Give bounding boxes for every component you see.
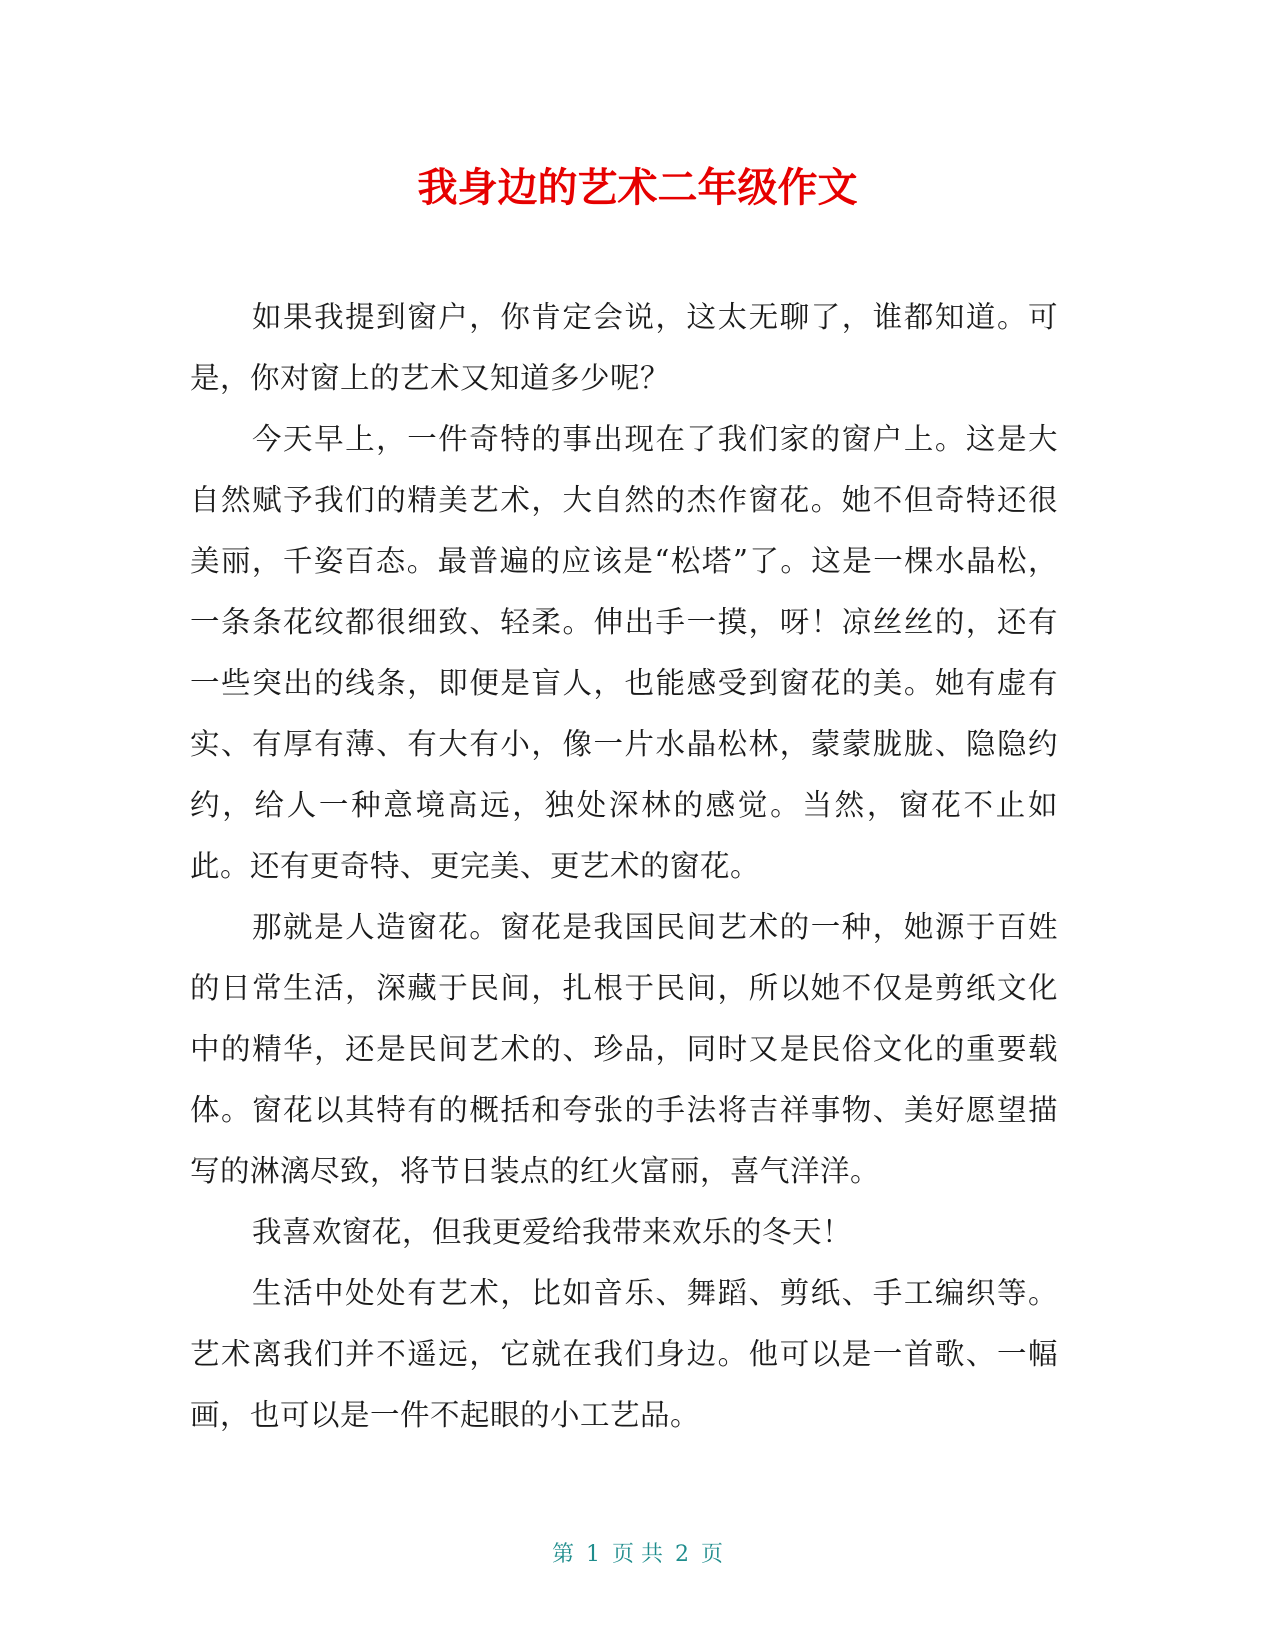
page-footer: [0, 1540, 1275, 1570]
paragraph-3: 那就是人造窗花。窗花是我国民间艺术的一种，她源于百姓的日常生活，深藏于民间，扎根于民间，所以她不仅是剪纸文化中的精华，还是民间艺术的、珍品，同时又是民俗文化的重要载体。窗花以其特有的概括和夸张的手法将吉祥事物、美好愿望描写的淋漓尽致，将节日装点的红火富丽，喜气洋洋。: [190, 910, 1058, 1188]
paragraph-2: 今天早上，一件奇特的事出现在了我们家的窗户上。这是大自然赋予我们的精美艺术，大自然的杰作窗花。她不但奇特还很美丽，千姿百态。最普遍的应该是“松塔”了。这是一棵水晶松，一条条花纹都很细致、轻柔。伸出手一摸，呀！凉丝丝的，还有一些突出的线条，即便是盲人，也能感受到窗花的美。她有虚有实、有厚有薄、有大有小，像一片水晶松林，蒙蒙胧胧、隐隐约约，给人一种意境高远，独处深林的感觉。当然，窗花不止如此。还有更奇特、更完美、更艺术的窗花。: [190, 422, 1058, 883]
page-label-middle: 页 共: [612, 1542, 663, 1567]
document-body: [190, 287, 1058, 1446]
current-page-number: 1: [586, 1542, 600, 1567]
total-pages-number: 2: [675, 1542, 689, 1567]
document-title: 我身边的艺术二年级作文: [417, 165, 858, 211]
paragraph-1: 如果我提到窗户，你肯定会说，这太无聊了，谁都知道。可是，你对窗上的艺术又知道多少呢？: [190, 300, 1058, 395]
paragraph-4: 我喜欢窗花，但我更爱给我带来欢乐的冬天！: [252, 1215, 853, 1249]
page-label-prefix: 第: [551, 1542, 574, 1567]
page-label-suffix: 页: [701, 1542, 724, 1567]
paragraph-5: 生活中处处有艺术，比如音乐、舞蹈、剪纸、手工编织等。艺术离我们并不遥远，它就在我们身边。他可以是一首歌、一幅画，也可以是一件不起眼的小工艺品。: [190, 1276, 1058, 1432]
